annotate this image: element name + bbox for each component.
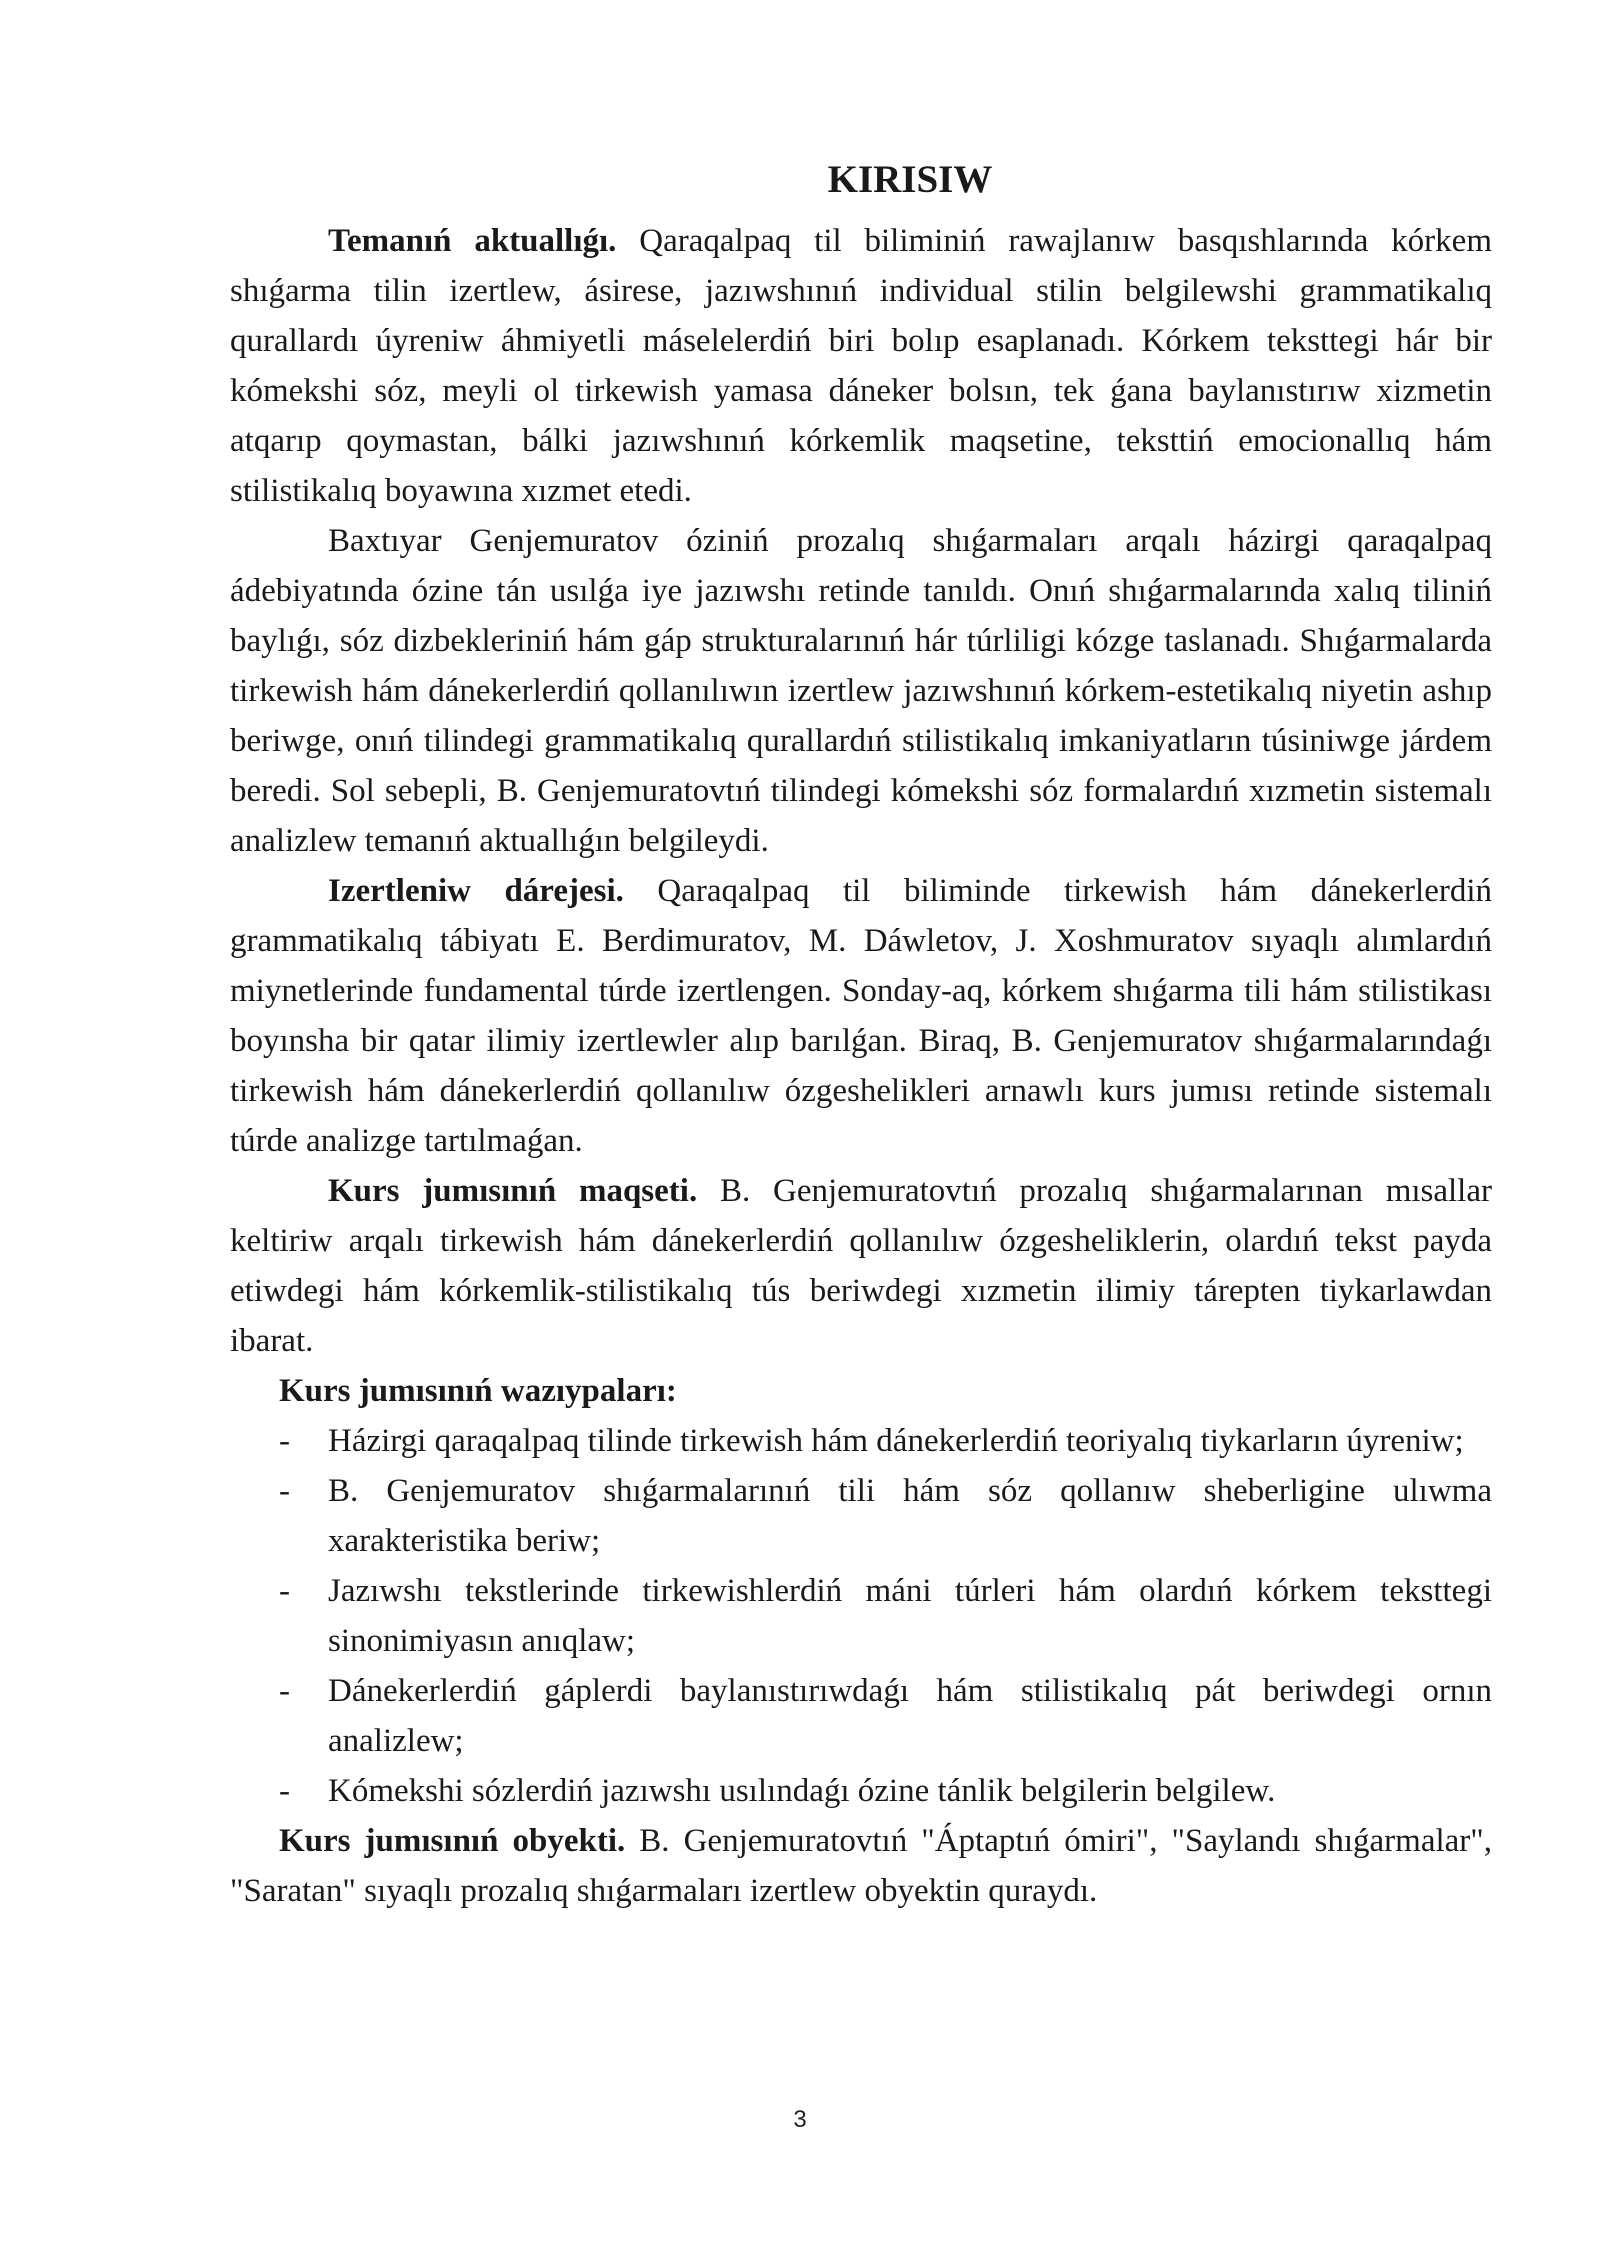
study-level-text: Qaraqalpaq til biliminde tirkewish hám dánekerlerdiń grammatikalıq tábiyatı E. Berdimuratov, M. Dáwletov, J. Xoshmuratov sıyaqlı alımlardıń miynetlerinde fundamental túrde izertlengen. Sonday-aq, kórkem shıǵarma tili hám stilistikası boyınsha bir qatar ilimiy izertlewler alıp barılǵan. Biraq, B. Genjemuratov shıǵarmalarındaǵı tirkewish hám dánekerlerdiń qollanılıw ózgeshelikleri arnawlı kurs jumısı retinde sistemalı túrde analizge tartılmaǵan. (230, 873, 1492, 1159)
list-dash: - (279, 1473, 290, 1509)
list-item (230, 1416, 1492, 1466)
goal-text: B. Genjemuratovtıń prozalıq shıǵarmalarınan mısallar keltiriw arqalı tirkewish hám dánekerlerdiń qollanılıw ózgesheliklerin, olardıń tekst payda etiwdegi hám kórkemlik-stilistikalıq tús beriwdegi xızmetin ilimiy tárepten tiykarlawdan ibarat. (230, 1173, 1492, 1359)
page-title: KIRISIW (827, 158, 993, 201)
list-item-text: Házirgi qaraqalpaq tilinde tirkewish hám dánekerlerdiń teoriyalıq tiykarların úyreniw; (328, 1423, 1464, 1459)
list-item (230, 1766, 1492, 1816)
list-dash: - (279, 1423, 290, 1459)
list-dash: - (279, 1573, 290, 1609)
tasks-heading: Kurs jumısınıń wazıypaları: (279, 1373, 677, 1409)
relevance-continuation-paragraph (230, 516, 1492, 866)
tasks-list (230, 1416, 1492, 1816)
list-item-text: B. Genjemuratov shıǵarmalarınıń tili hám sóz qollanıw sheberligine ulıwma xarakteristika beriw; (328, 1473, 1492, 1559)
list-item (230, 1566, 1492, 1666)
study-level-label: Izertleniw dárejesi. (328, 873, 624, 909)
list-item (230, 1466, 1492, 1566)
study-level-paragraph (230, 866, 1492, 1166)
relevance-text: Qaraqalpaq til biliminiń rawajlanıw basqıshlarında kórkem shıǵarma tilin izertlew, ásirese, jazıwshınıń individual stilin belgilewshi grammatikalıq qurallardı úyreniw áhmiyetli máselelerdiń biri bolıp esaplanadı. Kórkem teksttegi hár bir kómekshi sóz, meyli ol tirkewish yamasa dáneker bolsın, tek ǵana baylanıstırıw xizmetin atqarıp qoymastan, bálki jazıwshınıń kórkemlik maqsetine, teksttiń emocionallıq hám stilistikalıq boyawına xızmet etedi. (230, 223, 1492, 509)
object-label: Kurs jumısınıń obyekti. (279, 1823, 626, 1859)
list-item-text: Jazıwshı tekstlerinde tirkewishlerdiń máni túrleri hám olardıń kórkem teksttegi sinonimiyasın anıqlaw; (328, 1573, 1492, 1659)
object-paragraph (230, 1816, 1492, 1916)
list-item-text: Kómekshi sózlerdiń jazıwshı usılındaǵı ózine tánlik belgilerin belgilew. (328, 1773, 1276, 1809)
list-dash: - (279, 1773, 290, 1809)
relevance-continuation-text: Baxtıyar Genjemuratov óziniń prozalıq shıǵarmaları arqalı házirgi qaraqalpaq ádebiyatında ózine tán usılǵa iye jazıwshı retinde tanıldı. Onıń shıǵarmalarında xalıq tiliniń baylıǵı, sóz dizbekleriniń hám gáp strukturalarınıń hár túrliligi kózge taslanadı. Shıǵarmalarda tirkewish hám dánekerlerdiń qollanılıwın izertlew jazıwshınıń kórkem-estetikalıq niyetin ashıp beriwge, onıń tilindegi grammatikalıq qurallardıń stilistikalıq imkaniyatların túsiniwge járdem beredi. Sol sebepli, B. Genjemuratovtıń tilindegi kómekshi sóz formalardıń xızmetin sistemalı analizlew temanıń aktuallıǵın belgileydi. (230, 523, 1492, 859)
relevance-paragraph (230, 216, 1492, 516)
list-dash: - (279, 1673, 290, 1709)
list-item-text: Dánekerlerdiń gáplerdi baylanıstırıwdaǵı hám stilistikalıq pát beriwdegi ornın analizlew; (328, 1673, 1492, 1759)
goal-paragraph (230, 1166, 1492, 1366)
document-page (230, 150, 1492, 1916)
page-number: 3 (793, 2106, 807, 2133)
relevance-label: Temanıń aktuallıǵı. (328, 223, 617, 259)
list-item (230, 1666, 1492, 1766)
goal-label: Kurs jumısınıń maqseti. (328, 1173, 698, 1209)
object-text: B. Genjemuratovtıń "Áptaptıń ómiri", "Saylandı shıǵarmalar", "Saratan" sıyaqlı prozalıq shıǵarmaları izertlew obyektin quraydı. (230, 1823, 1492, 1909)
